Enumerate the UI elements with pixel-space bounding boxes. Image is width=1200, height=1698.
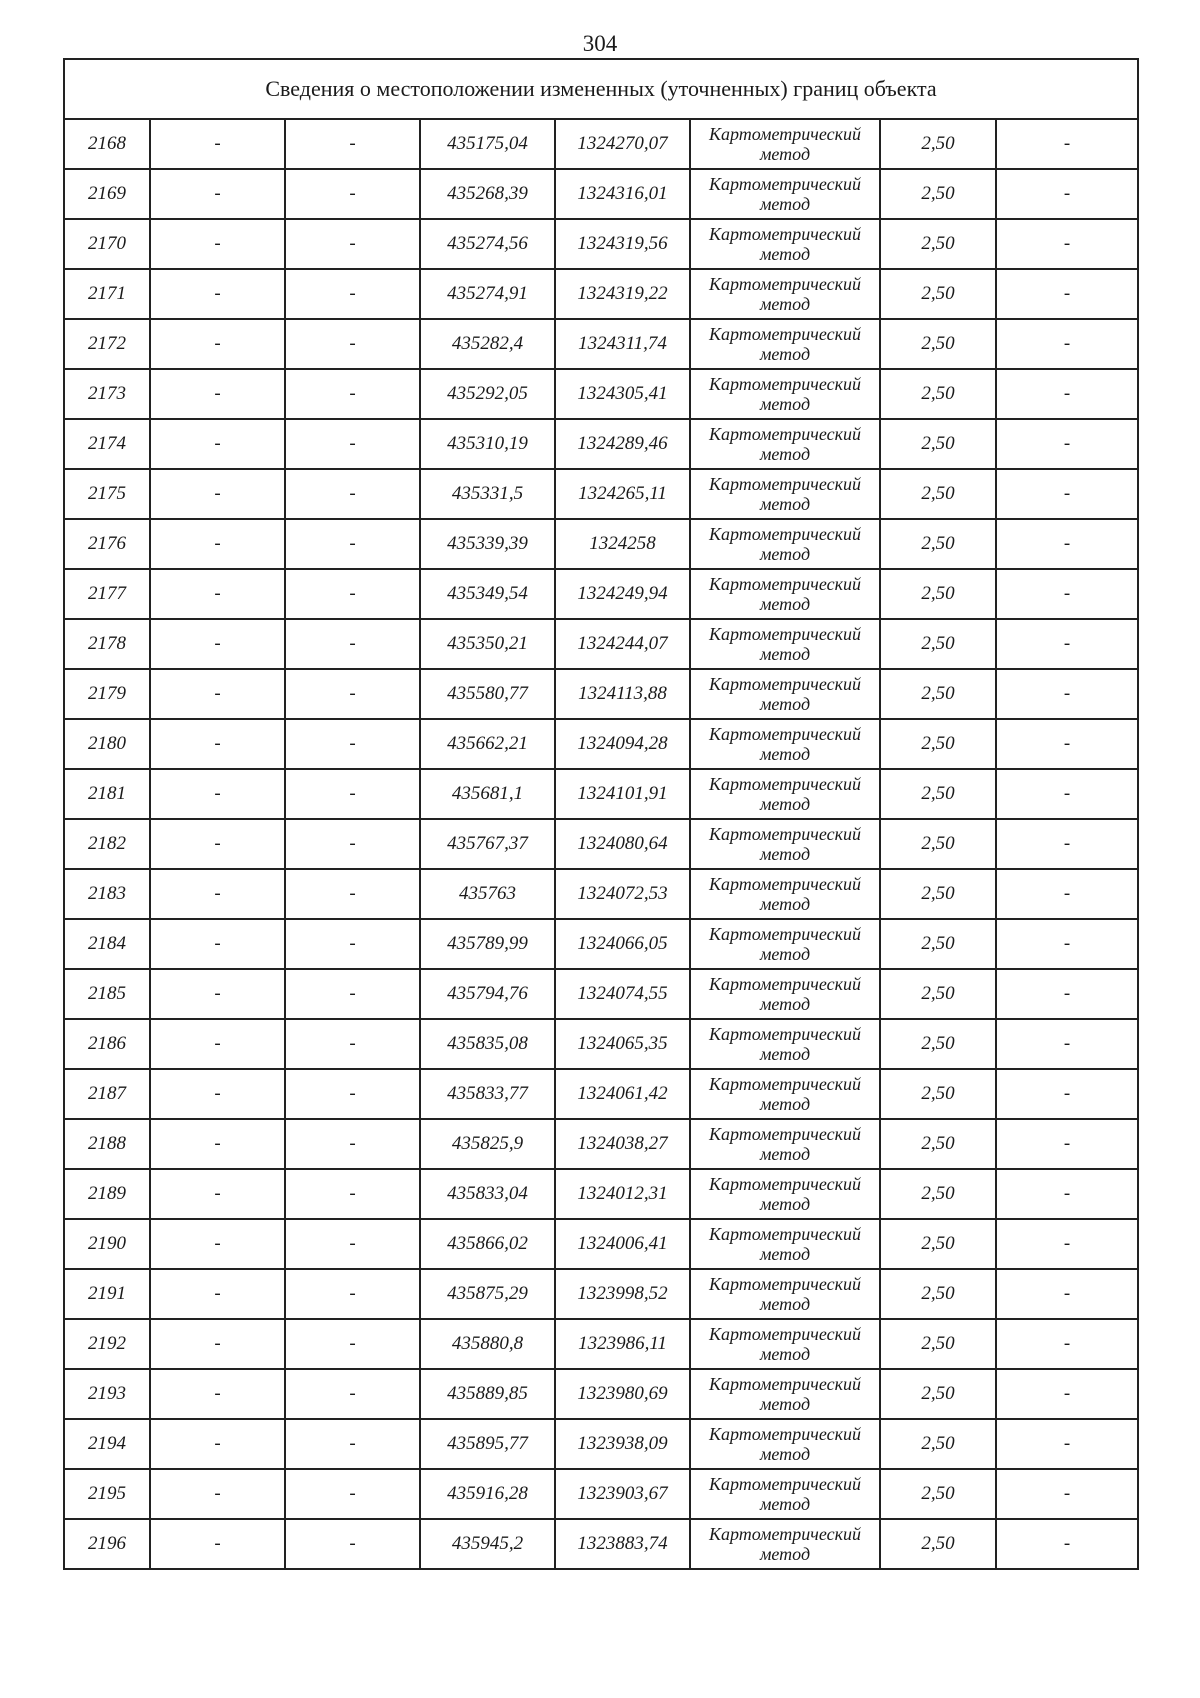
description-cell: -	[996, 1419, 1138, 1469]
point-number-cell: 2170	[64, 219, 150, 269]
method-cell: Картометрический метод	[690, 119, 880, 169]
old-x-cell: -	[150, 1369, 285, 1419]
table-row	[64, 1469, 1138, 1519]
old-y-cell: -	[285, 1319, 420, 1369]
new-x-cell: 435875,29	[420, 1269, 555, 1319]
new-x-cell: 435175,04	[420, 119, 555, 169]
old-y-cell: -	[285, 519, 420, 569]
method-cell: Картометрический метод	[690, 1169, 880, 1219]
old-x-cell: -	[150, 1419, 285, 1469]
table-row	[64, 219, 1138, 269]
new-x-cell: 435681,1	[420, 769, 555, 819]
description-cell: -	[996, 119, 1138, 169]
new-y-cell: 1323998,52	[555, 1269, 690, 1319]
new-x-cell: 435274,91	[420, 269, 555, 319]
new-y-cell: 1324012,31	[555, 1169, 690, 1219]
old-y-cell: -	[285, 669, 420, 719]
method-cell: Картометрический метод	[690, 1069, 880, 1119]
table-header-row	[64, 59, 1138, 119]
point-number-cell: 2190	[64, 1219, 150, 1269]
old-y-cell: -	[285, 719, 420, 769]
table-row	[64, 569, 1138, 619]
method-cell: Картометрический метод	[690, 1019, 880, 1069]
new-y-cell: 1323883,74	[555, 1519, 690, 1569]
new-y-cell: 1323980,69	[555, 1369, 690, 1419]
accuracy-cell: 2,50	[880, 369, 996, 419]
old-x-cell: -	[150, 819, 285, 869]
old-x-cell: -	[150, 769, 285, 819]
accuracy-cell: 2,50	[880, 1469, 996, 1519]
new-y-cell: 1324316,01	[555, 169, 690, 219]
new-x-cell: 435339,39	[420, 519, 555, 569]
old-x-cell: -	[150, 169, 285, 219]
accuracy-cell: 2,50	[880, 319, 996, 369]
accuracy-cell: 2,50	[880, 1119, 996, 1169]
old-x-cell: -	[150, 1019, 285, 1069]
description-cell: -	[996, 319, 1138, 369]
method-cell: Картометрический метод	[690, 669, 880, 719]
accuracy-cell: 2,50	[880, 1369, 996, 1419]
accuracy-cell: 2,50	[880, 669, 996, 719]
new-x-cell: 435789,99	[420, 919, 555, 969]
old-y-cell: -	[285, 469, 420, 519]
description-cell: -	[996, 1469, 1138, 1519]
table-row	[64, 1369, 1138, 1419]
method-cell: Картометрический метод	[690, 169, 880, 219]
point-number-cell: 2187	[64, 1069, 150, 1119]
old-x-cell: -	[150, 619, 285, 669]
point-number-cell: 2191	[64, 1269, 150, 1319]
new-x-cell: 435767,37	[420, 819, 555, 869]
old-x-cell: -	[150, 369, 285, 419]
old-y-cell: -	[285, 1269, 420, 1319]
new-y-cell: 1324038,27	[555, 1119, 690, 1169]
boundary-table-container	[63, 58, 1137, 1570]
method-cell: Картометрический метод	[690, 219, 880, 269]
old-y-cell: -	[285, 319, 420, 369]
point-number-cell: 2184	[64, 919, 150, 969]
new-y-cell: 1324113,88	[555, 669, 690, 719]
new-x-cell: 435866,02	[420, 1219, 555, 1269]
description-cell: -	[996, 869, 1138, 919]
old-x-cell: -	[150, 1269, 285, 1319]
old-x-cell: -	[150, 1469, 285, 1519]
new-y-cell: 1324080,64	[555, 819, 690, 869]
new-y-cell: 1324074,55	[555, 969, 690, 1019]
point-number-cell: 2175	[64, 469, 150, 519]
old-x-cell: -	[150, 219, 285, 269]
point-number-cell: 2173	[64, 369, 150, 419]
point-number-cell: 2168	[64, 119, 150, 169]
new-x-cell: 435825,9	[420, 1119, 555, 1169]
method-cell: Картометрический метод	[690, 969, 880, 1019]
new-x-cell: 435833,04	[420, 1169, 555, 1219]
old-y-cell: -	[285, 1119, 420, 1169]
old-x-cell: -	[150, 669, 285, 719]
old-x-cell: -	[150, 419, 285, 469]
method-cell: Картометрический метод	[690, 319, 880, 369]
method-cell: Картометрический метод	[690, 1519, 880, 1569]
table-row	[64, 769, 1138, 819]
old-y-cell: -	[285, 1419, 420, 1469]
method-cell: Картометрический метод	[690, 469, 880, 519]
method-cell: Картометрический метод	[690, 819, 880, 869]
point-number-cell: 2182	[64, 819, 150, 869]
accuracy-cell: 2,50	[880, 969, 996, 1019]
old-x-cell: -	[150, 1119, 285, 1169]
table-row	[64, 919, 1138, 969]
description-cell: -	[996, 669, 1138, 719]
method-cell: Картометрический метод	[690, 369, 880, 419]
table-row	[64, 819, 1138, 869]
description-cell: -	[996, 1019, 1138, 1069]
accuracy-cell: 2,50	[880, 869, 996, 919]
new-x-cell: 435268,39	[420, 169, 555, 219]
table-row	[64, 1019, 1138, 1069]
old-x-cell: -	[150, 569, 285, 619]
new-y-cell: 1324305,41	[555, 369, 690, 419]
new-y-cell: 1323938,09	[555, 1419, 690, 1469]
accuracy-cell: 2,50	[880, 269, 996, 319]
table-row	[64, 419, 1138, 469]
old-y-cell: -	[285, 169, 420, 219]
old-y-cell: -	[285, 1369, 420, 1419]
method-cell: Картометрический метод	[690, 719, 880, 769]
description-cell: -	[996, 1169, 1138, 1219]
new-y-cell: 1324244,07	[555, 619, 690, 669]
accuracy-cell: 2,50	[880, 1019, 996, 1069]
table-row	[64, 1319, 1138, 1369]
description-cell: -	[996, 1319, 1138, 1369]
accuracy-cell: 2,50	[880, 769, 996, 819]
table-row	[64, 269, 1138, 319]
new-x-cell: 435889,85	[420, 1369, 555, 1419]
old-y-cell: -	[285, 1519, 420, 1569]
method-cell: Картометрический метод	[690, 419, 880, 469]
description-cell: -	[996, 519, 1138, 569]
accuracy-cell: 2,50	[880, 569, 996, 619]
table-row	[64, 1069, 1138, 1119]
description-cell: -	[996, 1269, 1138, 1319]
old-x-cell: -	[150, 119, 285, 169]
method-cell: Картометрический метод	[690, 1119, 880, 1169]
point-number-cell: 2189	[64, 1169, 150, 1219]
point-number-cell: 2177	[64, 569, 150, 619]
method-cell: Картометрический метод	[690, 1469, 880, 1519]
old-x-cell: -	[150, 919, 285, 969]
new-x-cell: 435833,77	[420, 1069, 555, 1119]
point-number-cell: 2183	[64, 869, 150, 919]
description-cell: -	[996, 369, 1138, 419]
old-x-cell: -	[150, 719, 285, 769]
accuracy-cell: 2,50	[880, 169, 996, 219]
new-x-cell: 435349,54	[420, 569, 555, 619]
table-row	[64, 719, 1138, 769]
new-y-cell: 1324311,74	[555, 319, 690, 369]
description-cell: -	[996, 569, 1138, 619]
table-row	[64, 169, 1138, 219]
old-y-cell: -	[285, 1069, 420, 1119]
new-y-cell: 1324270,07	[555, 119, 690, 169]
old-x-cell: -	[150, 869, 285, 919]
new-x-cell: 435310,19	[420, 419, 555, 469]
point-number-cell: 2179	[64, 669, 150, 719]
table-row	[64, 969, 1138, 1019]
point-number-cell: 2193	[64, 1369, 150, 1419]
point-number-cell: 2171	[64, 269, 150, 319]
description-cell: -	[996, 1219, 1138, 1269]
new-y-cell: 1324065,35	[555, 1019, 690, 1069]
new-y-cell: 1324072,53	[555, 869, 690, 919]
method-cell: Картометрический метод	[690, 569, 880, 619]
new-y-cell: 1324258	[555, 519, 690, 569]
old-x-cell: -	[150, 269, 285, 319]
old-y-cell: -	[285, 919, 420, 969]
point-number-cell: 2196	[64, 1519, 150, 1569]
description-cell: -	[996, 819, 1138, 869]
table-row	[64, 1419, 1138, 1469]
table-row	[64, 869, 1138, 919]
new-y-cell: 1324319,56	[555, 219, 690, 269]
method-cell: Картометрический метод	[690, 619, 880, 669]
new-y-cell: 1324265,11	[555, 469, 690, 519]
method-cell: Картометрический метод	[690, 269, 880, 319]
new-x-cell: 435880,8	[420, 1319, 555, 1369]
accuracy-cell: 2,50	[880, 919, 996, 969]
new-y-cell: 1323903,67	[555, 1469, 690, 1519]
accuracy-cell: 2,50	[880, 419, 996, 469]
old-x-cell: -	[150, 1169, 285, 1219]
new-x-cell: 435835,08	[420, 1019, 555, 1069]
accuracy-cell: 2,50	[880, 119, 996, 169]
point-number-cell: 2169	[64, 169, 150, 219]
new-y-cell: 1324094,28	[555, 719, 690, 769]
table-row	[64, 519, 1138, 569]
old-y-cell: -	[285, 969, 420, 1019]
new-x-cell: 435895,77	[420, 1419, 555, 1469]
accuracy-cell: 2,50	[880, 1269, 996, 1319]
table-row	[64, 319, 1138, 369]
description-cell: -	[996, 719, 1138, 769]
point-number-cell: 2181	[64, 769, 150, 819]
point-number-cell: 2188	[64, 1119, 150, 1169]
table-row	[64, 119, 1138, 169]
point-number-cell: 2180	[64, 719, 150, 769]
method-cell: Картометрический метод	[690, 919, 880, 969]
description-cell: -	[996, 219, 1138, 269]
boundary-table	[63, 58, 1139, 1570]
new-y-cell: 1324066,05	[555, 919, 690, 969]
new-x-cell: 435916,28	[420, 1469, 555, 1519]
page-number: 304	[582, 31, 618, 56]
accuracy-cell: 2,50	[880, 469, 996, 519]
point-number-cell: 2172	[64, 319, 150, 369]
old-y-cell: -	[285, 1019, 420, 1069]
table-row	[64, 469, 1138, 519]
method-cell: Картометрический метод	[690, 1269, 880, 1319]
point-number-cell: 2186	[64, 1019, 150, 1069]
new-x-cell: 435794,76	[420, 969, 555, 1019]
old-y-cell: -	[285, 119, 420, 169]
old-y-cell: -	[285, 1169, 420, 1219]
new-y-cell: 1324006,41	[555, 1219, 690, 1269]
description-cell: -	[996, 1369, 1138, 1419]
new-x-cell: 435292,05	[420, 369, 555, 419]
method-cell: Картометрический метод	[690, 769, 880, 819]
point-number-cell: 2194	[64, 1419, 150, 1469]
method-cell: Картометрический метод	[690, 869, 880, 919]
old-y-cell: -	[285, 419, 420, 469]
new-x-cell: 435945,2	[420, 1519, 555, 1569]
accuracy-cell: 2,50	[880, 1169, 996, 1219]
new-x-cell: 435274,56	[420, 219, 555, 269]
table-row	[64, 1219, 1138, 1269]
description-cell: -	[996, 469, 1138, 519]
method-cell: Картометрический метод	[690, 519, 880, 569]
method-cell: Картометрический метод	[690, 1219, 880, 1269]
accuracy-cell: 2,50	[880, 1519, 996, 1569]
accuracy-cell: 2,50	[880, 219, 996, 269]
new-x-cell: 435763	[420, 869, 555, 919]
old-y-cell: -	[285, 569, 420, 619]
old-y-cell: -	[285, 819, 420, 869]
table-row	[64, 619, 1138, 669]
accuracy-cell: 2,50	[880, 819, 996, 869]
point-number-cell: 2178	[64, 619, 150, 669]
new-y-cell: 1324101,91	[555, 769, 690, 819]
new-y-cell: 1323986,11	[555, 1319, 690, 1369]
new-y-cell: 1324249,94	[555, 569, 690, 619]
description-cell: -	[996, 269, 1138, 319]
old-x-cell: -	[150, 1219, 285, 1269]
method-cell: Картометрический метод	[690, 1319, 880, 1369]
accuracy-cell: 2,50	[880, 1069, 996, 1119]
description-cell: -	[996, 1519, 1138, 1569]
old-x-cell: -	[150, 319, 285, 369]
old-x-cell: -	[150, 1519, 285, 1569]
table-row	[64, 1269, 1138, 1319]
method-cell: Картометрический метод	[690, 1419, 880, 1469]
old-y-cell: -	[285, 219, 420, 269]
point-number-cell: 2192	[64, 1319, 150, 1369]
description-cell: -	[996, 1069, 1138, 1119]
old-y-cell: -	[285, 869, 420, 919]
table-row	[64, 1119, 1138, 1169]
new-x-cell: 435350,21	[420, 619, 555, 669]
description-cell: -	[996, 419, 1138, 469]
new-y-cell: 1324319,22	[555, 269, 690, 319]
table-row	[64, 669, 1138, 719]
new-y-cell: 1324061,42	[555, 1069, 690, 1119]
old-x-cell: -	[150, 1069, 285, 1119]
description-cell: -	[996, 969, 1138, 1019]
description-cell: -	[996, 619, 1138, 669]
old-x-cell: -	[150, 1319, 285, 1369]
point-number-cell: 2174	[64, 419, 150, 469]
accuracy-cell: 2,50	[880, 1319, 996, 1369]
old-x-cell: -	[150, 969, 285, 1019]
accuracy-cell: 2,50	[880, 1419, 996, 1469]
new-x-cell: 435662,21	[420, 719, 555, 769]
table-row	[64, 1169, 1138, 1219]
point-number-cell: 2195	[64, 1469, 150, 1519]
old-x-cell: -	[150, 469, 285, 519]
table-row	[64, 1519, 1138, 1569]
description-cell: -	[996, 1119, 1138, 1169]
old-y-cell: -	[285, 1469, 420, 1519]
new-y-cell: 1324289,46	[555, 419, 690, 469]
new-x-cell: 435282,4	[420, 319, 555, 369]
accuracy-cell: 2,50	[880, 519, 996, 569]
new-x-cell: 435331,5	[420, 469, 555, 519]
old-x-cell: -	[150, 519, 285, 569]
new-x-cell: 435580,77	[420, 669, 555, 719]
accuracy-cell: 2,50	[880, 1219, 996, 1269]
description-cell: -	[996, 769, 1138, 819]
method-cell: Картометрический метод	[690, 1369, 880, 1419]
accuracy-cell: 2,50	[880, 619, 996, 669]
accuracy-cell: 2,50	[880, 719, 996, 769]
old-y-cell: -	[285, 769, 420, 819]
old-y-cell: -	[285, 369, 420, 419]
table-row	[64, 369, 1138, 419]
old-y-cell: -	[285, 619, 420, 669]
old-y-cell: -	[285, 1219, 420, 1269]
description-cell: -	[996, 919, 1138, 969]
point-number-cell: 2185	[64, 969, 150, 1019]
old-y-cell: -	[285, 269, 420, 319]
description-cell: -	[996, 169, 1138, 219]
table-title: Сведения о местоположении измененных (уточненных) границ объекта	[64, 59, 1138, 119]
point-number-cell: 2176	[64, 519, 150, 569]
